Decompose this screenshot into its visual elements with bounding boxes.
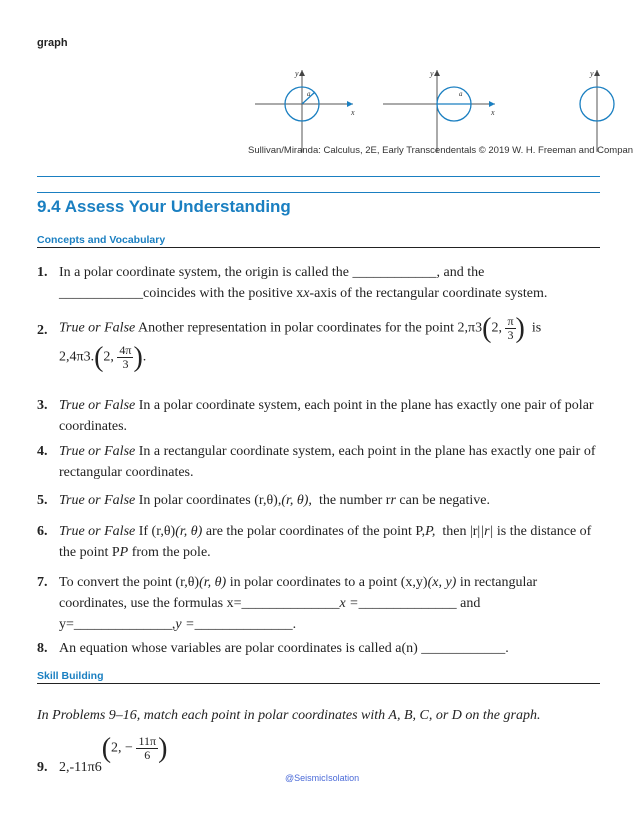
math-point-2-pi3: (2, $\frac{\pi}{3}$ ) — [482, 313, 525, 344]
question-4: 4. True or False In a rectangular coordinate system, each point in the plane has exactly one pair of rectangular coordinates. — [37, 441, 600, 483]
question-3: 3. True or False In a polar coordinate system, each point in the plane has exactly one pair of polar coordinates. — [37, 395, 600, 437]
polar-plot-3 — [580, 69, 614, 152]
question-9: 9. 2,-11π6(2, − $\frac{11\pi}{6}$ ) — [37, 735, 600, 778]
y-axis-label-3: y — [590, 69, 594, 78]
polar-figures — [245, 62, 638, 157]
math-point-2-4pi3: (2, $\frac{4\pi}{3}$ ). — [94, 342, 147, 373]
divider-top — [37, 176, 600, 177]
y-axis-label-1: y — [295, 69, 299, 78]
x-axis-label-2: x — [491, 108, 495, 117]
question-8: 8. An equation whose variables are polar coordinates is called a(n) ____________. — [37, 638, 600, 659]
question-number: 6. — [37, 524, 48, 539]
section-title: 9.4 Assess Your Understanding — [37, 197, 291, 216]
question-number: 3. — [37, 398, 48, 413]
page-header-label: graph — [37, 37, 68, 49]
subhead-concepts: Concepts and Vocabulary — [37, 234, 600, 248]
question-number: 8. — [37, 641, 48, 656]
question-number: 2. — [37, 323, 48, 338]
subhead-skill-building: Skill Building — [37, 670, 600, 684]
question-number: 7. — [37, 575, 48, 590]
angle-label-2: a — [459, 90, 463, 98]
polar-plot-2 — [383, 69, 495, 152]
question-number: 9. — [37, 760, 48, 775]
angle-label-1: a — [307, 90, 311, 98]
y-axis-label-2: y — [430, 69, 434, 78]
watermark: @SeismicIsolation — [285, 773, 360, 783]
question-2: 2. True or False Another representation in polar coordinates for the point 2,π3(2, $\frac{\pi}{3}$ ) is 2,4π3.(2, $\frac{4\pi}{3}$ ). — [37, 313, 542, 373]
question-7: 7. To convert the point (r,θ)(r, θ) in polar coordinates to a point (x,y)(x, y) in rectangular coordinates, use the formulas x=______________x =______________ and y=______________,y =______________. — [37, 572, 600, 635]
question-number: 1. — [37, 265, 48, 280]
question-number: 5. — [37, 493, 48, 508]
question-number: 4. — [37, 444, 48, 459]
question-5: 5. True or False In polar coordinates (r,θ),(r, θ), the number rr can be negative. — [37, 490, 600, 511]
question-6: 6. True or False If (r,θ)(r, θ) are the polar coordinates of the point P,P, then |r||r| is the distance of the point PP from the pole. — [37, 521, 600, 563]
math-point-q9: (2, − $\frac{11\pi}{6}$ ) — [101, 733, 168, 764]
polar-plot-1 — [255, 69, 355, 152]
question-1: 1. In a polar coordinate system, the origin is called the ____________, and the ____________coincides with the positive xx-axis of the rectangular coordinate system. — [37, 262, 600, 304]
divider-bottom — [37, 192, 600, 193]
figure-caption: Sullivan/Miranda: Calculus, 2E, Early Transcendentals © 2019 W. H. Freeman and Compan — [248, 145, 634, 156]
instructions: In Problems 9–16, match each point in polar coordinates with A, B, C, or D on the graph. — [37, 708, 541, 723]
x-axis-label-1: x — [351, 108, 355, 117]
